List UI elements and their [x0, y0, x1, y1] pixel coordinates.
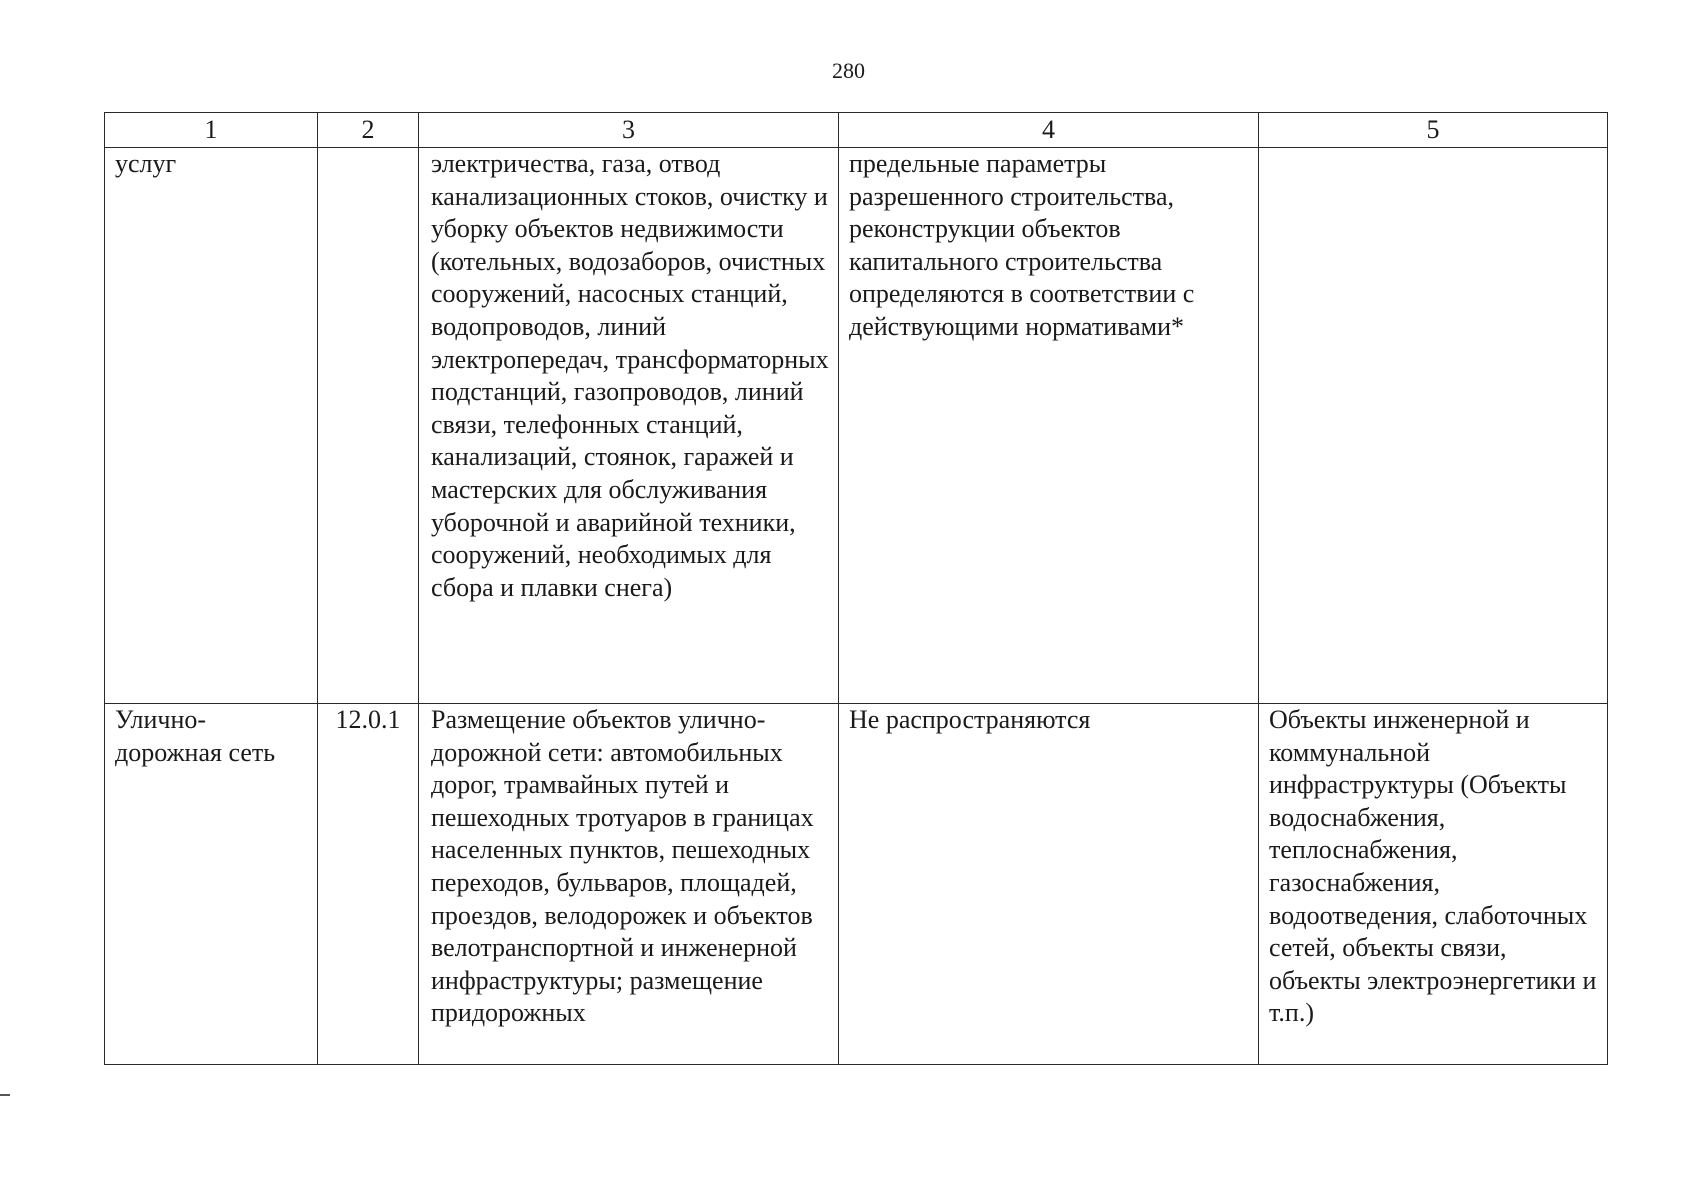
cell-parameters: Не распространяются [839, 704, 1259, 1065]
cell-parameters: предельные параметры разрешенного строительства, реконструкции объектов капитального строительства определяются в соответствии с действующими нормативами* [839, 148, 1259, 704]
cell-auxiliary-uses [1259, 148, 1608, 704]
cell-description: Размещение объектов улично-дорожной сети: автомобильных дорог, трамвайных путей и пешеходных тротуаров в границах населенных пунктов, пешеходных переходов, бульваров, площадей, проездов, велодорожек и объектов велотранспортной и инженерной инфраструктуры; размещение придорожных [419, 704, 839, 1065]
cell-use-type: услуг [105, 148, 318, 704]
column-header-1: 1 [105, 113, 318, 148]
scan-margin-mark [0, 1094, 10, 1096]
table-row [105, 148, 1608, 704]
cell-auxiliary-uses: Объекты инженерной и коммунальной инфраструктуры (Объекты водоснабжения, теплоснабжения, газоснабжения, водоотведения, слаботочных сетей, объекты связи, объекты электроэнергетики и т.п.) [1259, 704, 1608, 1065]
table-header-row [105, 113, 1608, 148]
column-header-3: 3 [419, 113, 839, 148]
cell-description: электричества, газа, отвод канализационных стоков, очистку и уборку объектов недвижимости (котельных, водозаборов, очистных сооружений, насосных станций, водопроводов, линий электропередач, трансформаторных подстанций, газопроводов, линий связи, телефонных станций, канализаций, стоянок, гаражей и мастерских для обслуживания уборочной и аварийной техники, сооружений, необходимых для сбора и плавки снега) [419, 148, 839, 704]
regulations-table [104, 112, 1608, 1065]
table-row [105, 704, 1608, 1065]
cell-code [318, 148, 419, 704]
page-number: 280 [832, 58, 865, 83]
cell-use-type: Улично-дорожная сеть [105, 704, 318, 1065]
column-header-4: 4 [839, 113, 1259, 148]
cell-code: 12.0.1 [318, 704, 419, 1065]
column-header-2: 2 [318, 113, 419, 148]
column-header-5: 5 [1259, 113, 1608, 148]
